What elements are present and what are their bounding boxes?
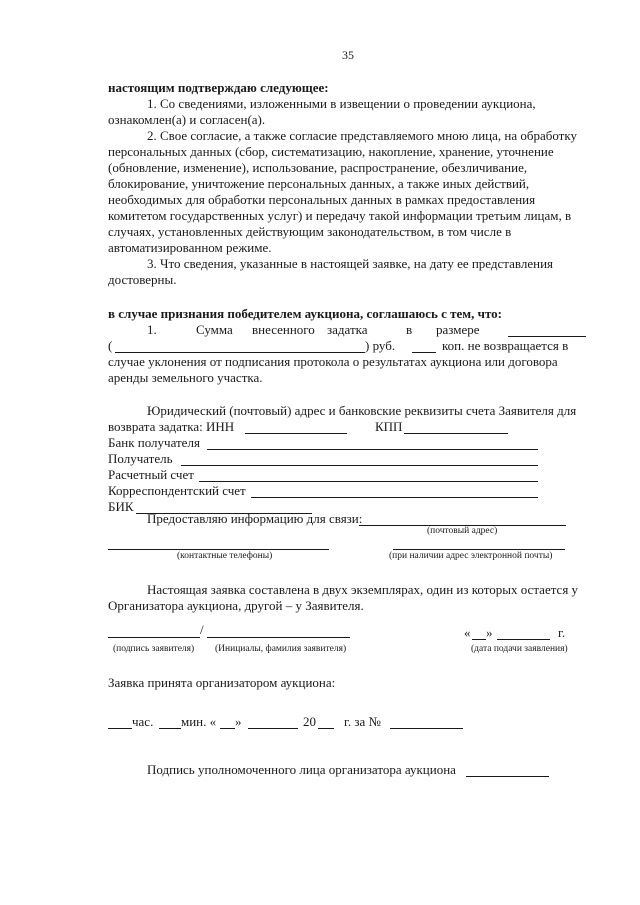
winner-word-deposited: внесенного [252,322,315,337]
confirm-p2-line6: комитетом государственных услуг) и передачу такой информации третьим лицам, в [108,208,572,223]
confirm-p2-line7: случаях, установленных действующим законодательством, в том числе в [108,224,512,239]
accepted-minutes-label: мин. « [181,714,217,729]
winner-word-sum: Сумма [196,322,233,337]
copies-line1: Настоящая заявка составлена в двух экземплярах, один из которых остается у [147,582,579,597]
confirm-p2-line3: (обновление, изменение), использование, распространение, обезличивание, [108,160,528,175]
phones-field[interactable] [108,549,329,550]
confirm-p3-line2: достоверны. [108,272,177,287]
kopecks-field[interactable] [412,352,436,353]
confirm-p1-line2: ознакомлен(а) и согласен(а). [108,112,266,127]
confirm-p2-line2: персональных данных (сбор, систематизацию, накопление, хранение, уточнение [108,144,554,159]
kpp-label: КПП [375,419,403,434]
accepted-minutes-field[interactable] [159,728,181,729]
applicant-name-field[interactable] [207,637,350,638]
bank-name-label: Банк получателя [108,435,200,450]
authorized-signature-field[interactable] [466,776,549,777]
amount-in-words-field[interactable] [115,352,365,353]
recipient-label: Получатель [108,451,173,466]
name-caption: (Инициалы, фамилия заявителя) [215,644,347,654]
accepted-year-suffix: г. за № [344,714,381,729]
deposit-amount-field[interactable] [508,336,586,337]
winner-heading: в случае признания победителем аукциона, соглашаюсь с тем, что: [108,306,502,321]
winner-word-num: 1. [147,322,157,337]
confirm-p2-line1: 2. Свое согласие, а также согласие представляемого мною лица, на обработку [147,128,577,143]
inn-field[interactable] [245,433,347,434]
kop-text: коп. не возвращается в [442,338,569,353]
account-label: Расчетный счет [108,467,194,482]
date-quote-close: » [486,625,493,640]
bank-intro: Юридический (почтовый) адрес и банковские реквизиты счета Заявителя для [147,403,577,418]
amount-open-paren: ( [108,338,113,353]
kpp-field[interactable] [404,433,508,434]
bik-label: БИК [108,499,134,514]
accepted-number-field[interactable] [390,728,463,729]
account-field[interactable] [199,481,538,482]
accepted-hours-field[interactable] [108,728,132,729]
winner-word-in: в [406,322,413,337]
confirm-p2-line8: автоматизированном режиме. [108,240,272,255]
corr-account-field[interactable] [251,497,538,498]
confirm-p1-line1: 1. Со сведениями, изложенными в извещении о проведении аукциона, [147,96,536,111]
bank-name-field[interactable] [207,449,538,450]
accepted-day-field[interactable] [220,728,235,729]
email-caption: (при наличии адрес электронной почты) [389,551,553,561]
accepted-label: Заявка принята организатором аукциона: [108,675,336,690]
date-day-field[interactable] [472,639,486,640]
accepted-year-field[interactable] [318,728,334,729]
confirm-p3-line1: 3. Что сведения, указанные в настоящей заявке, на дату ее представления [147,256,554,271]
date-year-suffix: г. [558,625,566,640]
confirm-p2-line4: блокирование, уничтожение персональных данных, а также иных действий, [108,176,530,191]
copies-line2: Организатора аукциона, другой – у Заявителя. [108,598,364,613]
authorized-signature-label: Подпись уполномоченного лица организатора аукциона [147,762,456,777]
signature-caption: (подпись заявителя) [113,644,195,654]
corr-account-label: Корреспондентский счет [108,483,246,498]
contact-intro: Предоставляю информацию для связи: [147,511,363,526]
accepted-month-field[interactable] [248,728,298,729]
date-quote-open: « [464,625,471,640]
winner-line3: случае уклонения от подписания протокола о результатах аукциона или договора [108,354,558,369]
accepted-year-prefix: 20 [303,714,316,729]
confirm-heading: настоящим подтверждаю следующее: [108,80,329,95]
accepted-hours-label: час. [132,714,154,729]
postal-caption: (почтовый адрес) [427,526,498,536]
applicant-signature-field[interactable] [108,637,200,638]
rub-label: ) руб. [365,338,396,353]
phones-caption: (контактные телефоны) [177,551,273,561]
date-month-field[interactable] [497,639,550,640]
winner-line4: аренды земельного участка. [108,370,263,385]
winner-word-deposit: задатка [327,322,368,337]
date-caption: (дата подачи заявления) [471,644,568,654]
winner-word-amount: размере [436,322,480,337]
page-number: 35 [342,48,354,62]
accepted-quote-close: » [235,714,242,729]
confirm-p2-line5: необходимых для обработки персональных данных в рамках предоставления [108,192,536,207]
inn-label: возврата задатка: ИНН [108,419,235,434]
signature-slash: / [200,622,204,637]
email-field[interactable] [393,549,565,550]
recipient-field[interactable] [181,465,538,466]
